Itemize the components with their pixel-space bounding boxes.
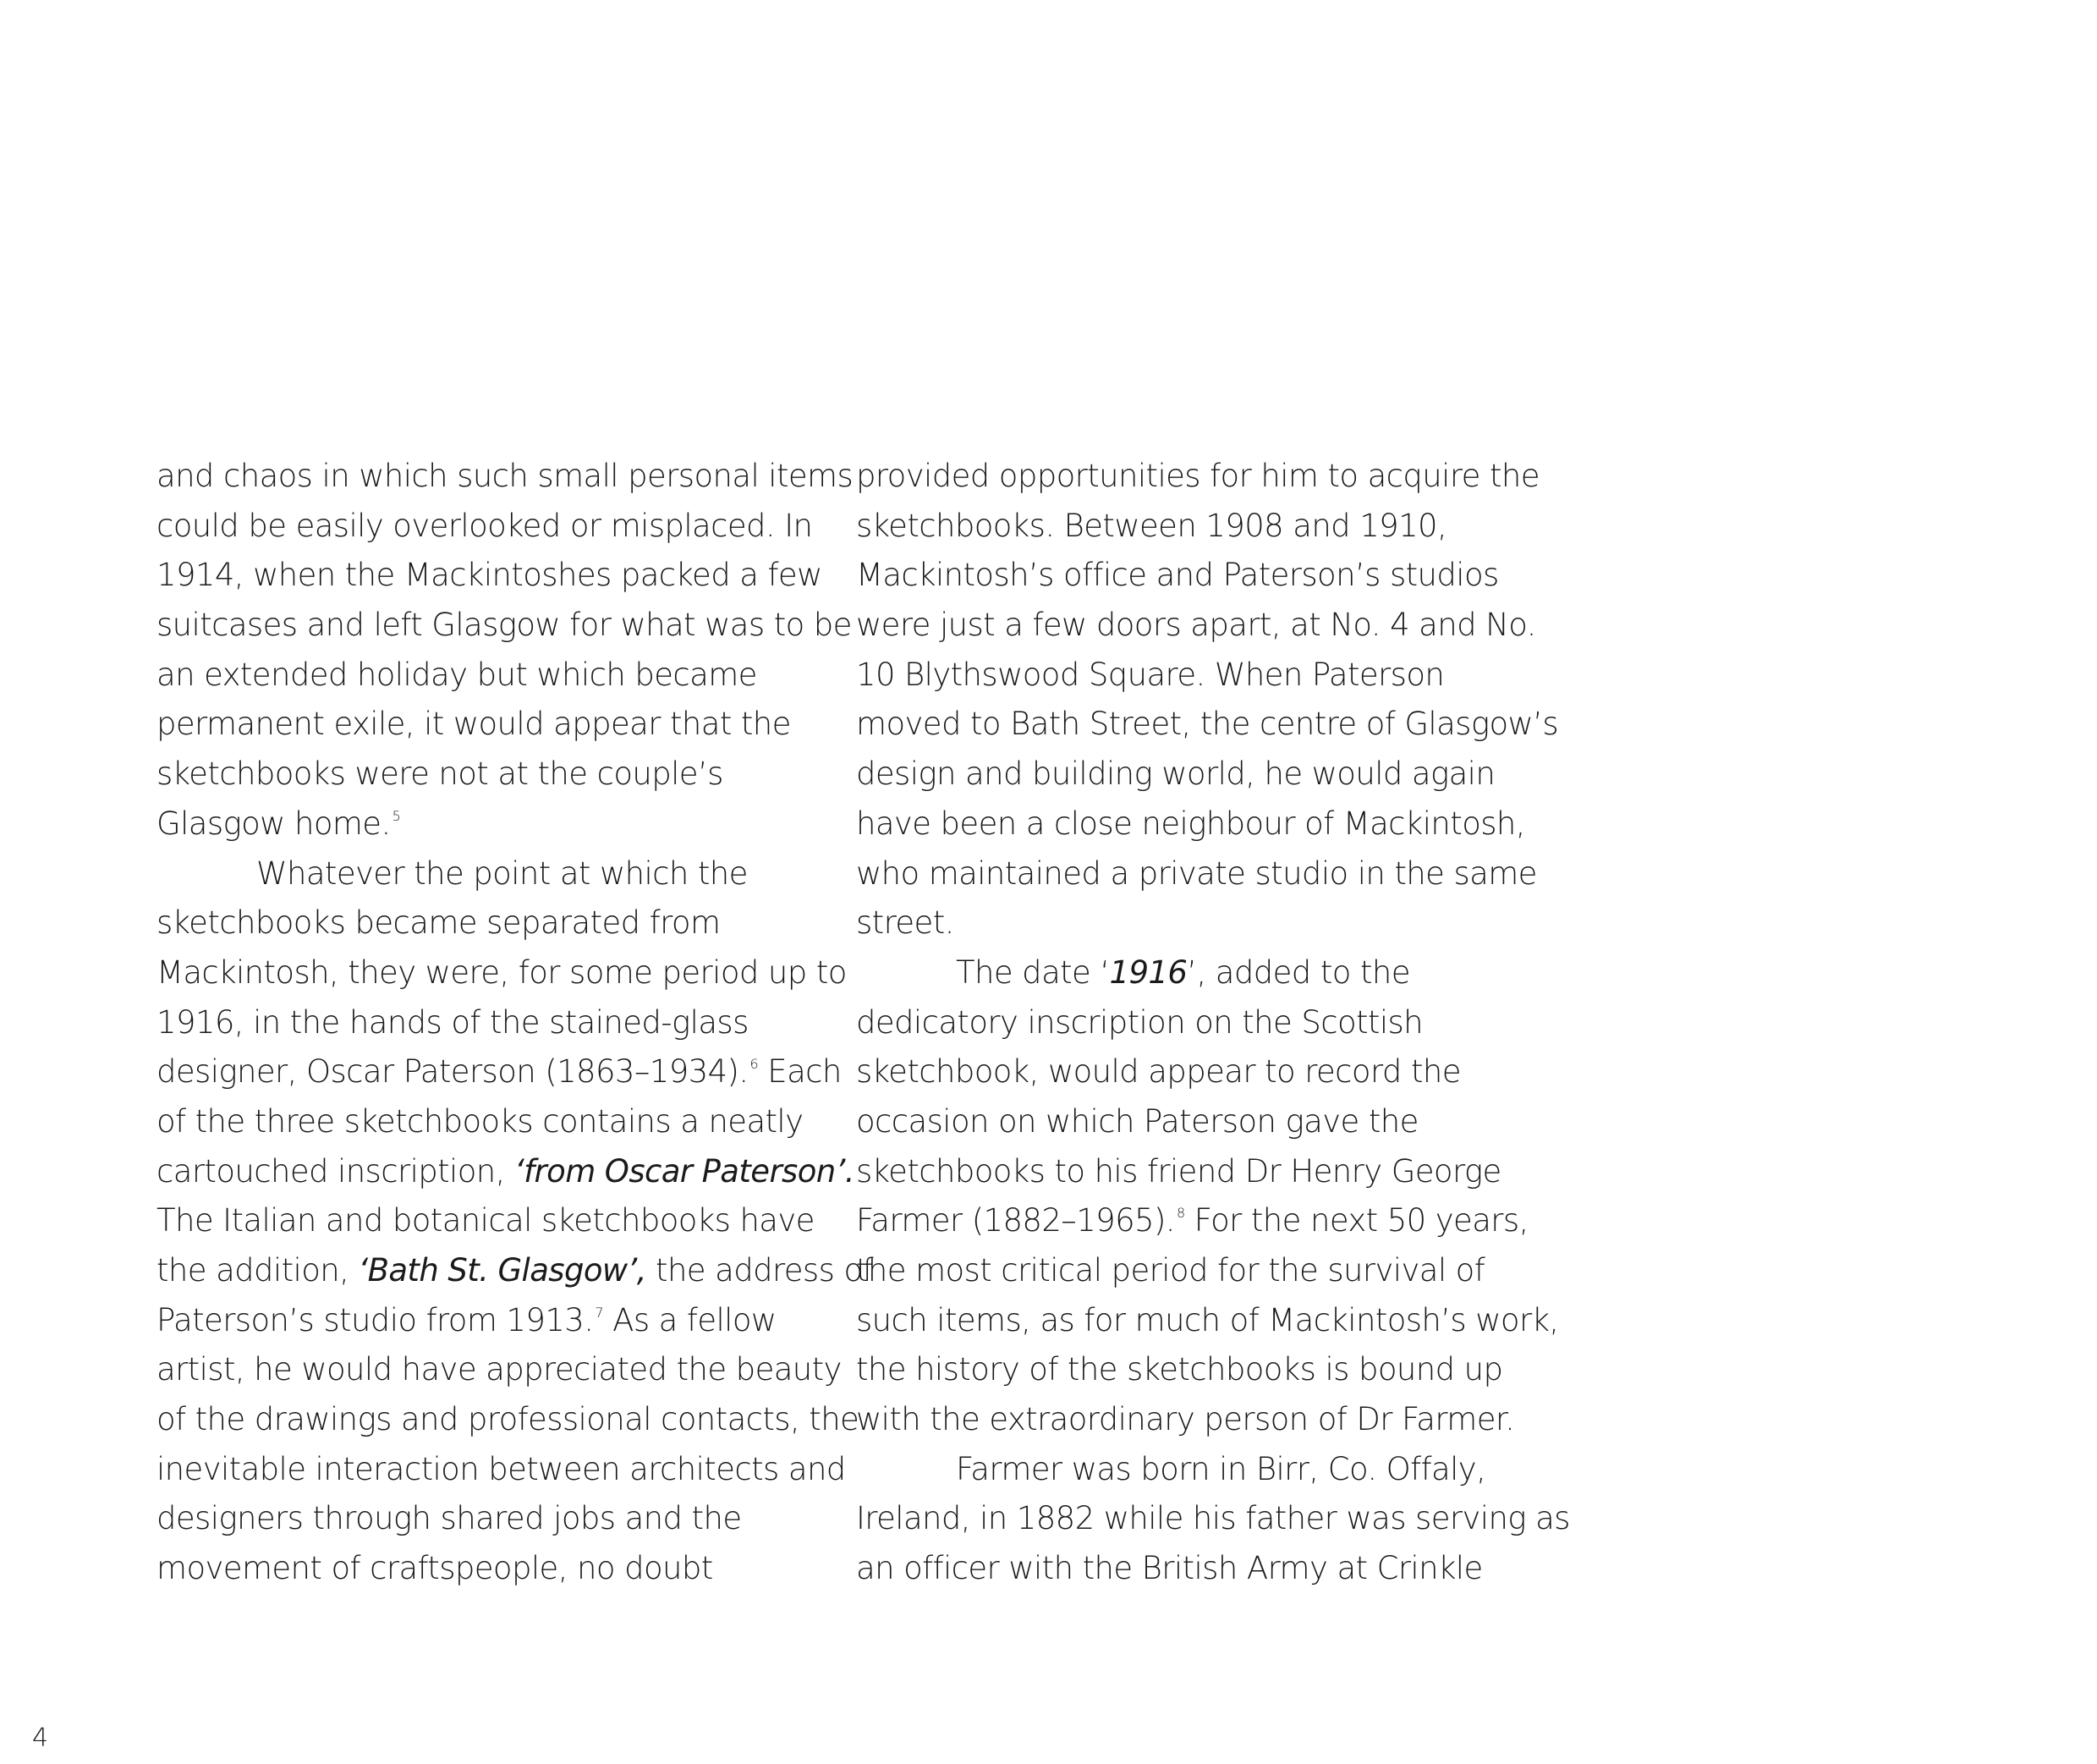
inscription-quote: ‘from Oscar Paterson’. — [513, 1152, 854, 1190]
footnote-ref-7[interactable]: 7 — [595, 1304, 603, 1321]
text-line: the most critical period for the survival of — [856, 1252, 1485, 1289]
text-line: dedicatory inscription on the Scottish — [856, 1003, 1424, 1041]
text-span: the address of — [645, 1252, 873, 1289]
footnote-ref-8[interactable]: 8 — [1176, 1205, 1185, 1222]
text-span: As a fellow — [602, 1301, 777, 1338]
text-line — [156, 1047, 842, 1097]
text-line — [156, 1296, 825, 1346]
text-span: Paterson’s studio from 1913. — [156, 1301, 594, 1338]
text-line: 1916, in the hands of the stained-glass — [156, 1003, 749, 1041]
text-span: cartouched inscription, — [156, 1152, 514, 1190]
text-line: occasion on which Paterson gave the — [856, 1102, 1419, 1140]
text-line: sketchbooks were not at the couple’s — [156, 756, 723, 793]
text-line: inevitable interaction between architects and — [156, 1450, 846, 1487]
text-span: The date ‘ — [956, 953, 1110, 991]
text-span: Farmer (1882–1965). — [856, 1202, 1175, 1239]
text-line: design and building world, he would again — [856, 756, 1496, 793]
right-text-column — [856, 452, 1570, 1594]
text-span: Each — [758, 1053, 842, 1091]
text-span: designer, Oscar Paterson (1863–1934). — [156, 1053, 749, 1091]
text-line: were just a few doors apart, at No. 4 and No. — [856, 607, 1536, 644]
text-line: moved to Bath Street, the centre of Glasgow’s — [856, 706, 1558, 743]
text-line: and chaos in which such small personal items — [156, 458, 854, 494]
text-line: designers through shared jobs and the — [156, 1500, 742, 1537]
text-line — [856, 1196, 1529, 1246]
text-line: suitcases and left Glasgow for what was to be — [156, 607, 852, 644]
text-line: such items, as for much of Mackintosh’s work, — [856, 1301, 1559, 1338]
text-line — [156, 1246, 873, 1296]
text-span: ’, added to the — [1187, 953, 1410, 991]
paragraph-start: Whatever the point at which the — [256, 855, 748, 892]
paragraph-start: Farmer was born in Birr, Co. Offaly, — [956, 1450, 1486, 1487]
text-line: sketchbook, would appear to record the — [856, 1053, 1461, 1091]
text-line — [156, 1147, 854, 1197]
text-line: provided opportunities for him to acquire the — [856, 458, 1540, 494]
page-number: 4 — [32, 1723, 49, 1753]
text-line: artist, he would have appreciated the beauty — [156, 1351, 842, 1388]
footnote-ref-5[interactable]: 5 — [392, 807, 401, 824]
text-line: permanent exile, it would appear that the — [156, 706, 791, 743]
text-span: the addition, — [156, 1252, 359, 1289]
paragraph-start — [856, 948, 1524, 998]
text-line: an extended holiday but which became — [156, 656, 757, 693]
text-line: The Italian and botanical sketchbooks have — [156, 1202, 815, 1239]
text-line: of the drawings and professional contacts, the — [156, 1401, 859, 1438]
text-line: the history of the sketchbooks is bound up — [856, 1351, 1503, 1388]
text-line: with the extraordinary person of Dr Farmer. — [856, 1401, 1515, 1438]
text-line: Ireland, in 1882 while his father was serving as — [856, 1500, 1570, 1537]
text-line: could be easily overlooked or misplaced. In — [156, 507, 813, 544]
text-line — [156, 800, 825, 849]
text-line: street. — [856, 904, 954, 942]
address-quote: ‘Bath St. Glasgow’, — [358, 1252, 646, 1289]
text-span: For the next 50 years, — [1184, 1202, 1529, 1239]
text-line: of the three sketchbooks contains a neatly — [156, 1102, 804, 1140]
text-line: sketchbooks became separated from — [156, 904, 721, 942]
text-line: Mackintosh, they were, for some period up to — [156, 953, 847, 991]
date-quote: 1916 — [1109, 953, 1188, 991]
text-line: 1914, when the Mackintoshes packed a few — [156, 557, 822, 594]
text-line: an officer with the British Army at Crinkle — [856, 1550, 1483, 1587]
text-span: Glasgow home. — [156, 805, 391, 842]
left-text-column — [156, 452, 873, 1594]
text-line: movement of craftspeople, no doubt — [156, 1550, 713, 1587]
text-line: 10 Blythswood Square. When Paterson — [856, 656, 1445, 693]
text-line: sketchbooks to his friend Dr Henry George — [856, 1152, 1501, 1190]
text-line: who maintained a private studio in the same — [856, 855, 1537, 892]
footnote-ref-6[interactable]: 6 — [749, 1056, 759, 1073]
text-line: have been a close neighbour of Mackintosh, — [856, 805, 1525, 842]
text-line: sketchbooks. Between 1908 and 1910, — [856, 507, 1447, 544]
text-line: Mackintosh’s office and Paterson’s studios — [856, 557, 1499, 594]
